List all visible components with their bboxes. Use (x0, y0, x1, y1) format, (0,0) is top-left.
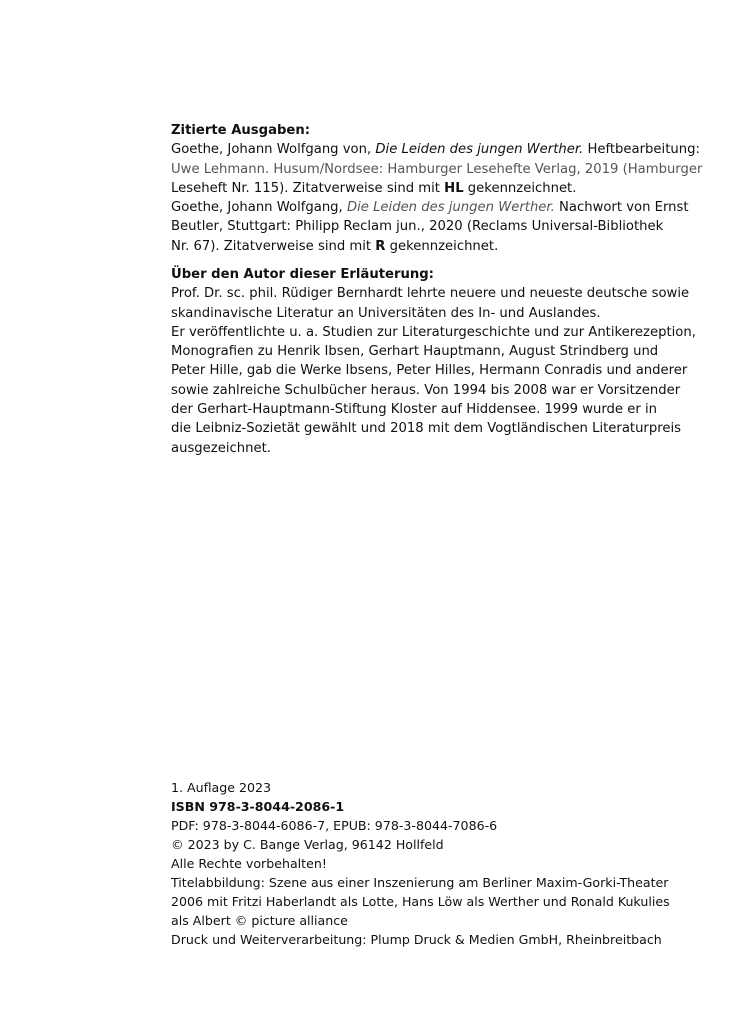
author-bio-line: ausgezeichnet. (171, 440, 271, 456)
printing-credit: Druck und Weiterverarbeitung: Plump Druck & Medien GmbH, Rheinbreitbach (171, 932, 662, 947)
author-bio-line: Er veröffentlichte u. a. Studien zur Literaturgeschichte und zur Antikerezeption, (171, 324, 696, 340)
cover-credit-line: 2006 mit Fritzi Haberlandt als Lotte, Hans Löw als Werther und Ronald Kukulies (171, 894, 670, 909)
edition-1-ref-text: Leseheft Nr. 115). Zitatverweise sind mit (171, 180, 445, 196)
imprint-section (171, 778, 691, 949)
cited-editions-section (171, 121, 703, 256)
author-bio-line: sowie zahlreiche Schulbücher heraus. Von 1994 bis 2008 war er Vorsitzender (171, 382, 681, 398)
edition-number: 1. Auflage 2023 (171, 780, 272, 795)
edition-2-author: Goethe, Johann Wolfgang, (171, 200, 347, 216)
edition-1-ref-code: HL (444, 180, 464, 196)
cover-credit-line: Titelabbildung: Szene aus einer Inszenierung am Berliner Maxim-Gorki-Theater (171, 875, 669, 890)
cited-editions-heading: Zitierte Ausgaben: (171, 123, 311, 138)
edition-1-line-1 (171, 140, 700, 159)
edition-1-line-3 (171, 179, 691, 198)
author-bio-line: die Leibniz-Sozietät gewählt und 2018 mit dem Vogtländischen Literaturpreis (171, 421, 682, 437)
author-bio-line: der Gerhart-Hauptmann-Stiftung Kloster auf Hiddensee. 1999 wurde er in (171, 402, 657, 418)
author-bio-line: Prof. Dr. sc. phil. Rüdiger Bernhardt lehrte neuere und neueste deutsche sowie (171, 286, 690, 302)
isbn: ISBN 978-3-8044-2086-1 (171, 799, 345, 814)
edition-2-ref-code: R (375, 238, 386, 254)
edition-2-line-2: Beutler, Stuttgart: Philipp Reclam jun., 2020 (Reclams Universal-Bibliothek (171, 219, 664, 235)
edition-2-ref-end: gekennzeichnet. (385, 238, 499, 254)
cover-credit-line: als Albert © picture alliance (171, 913, 348, 928)
edition-2-line-3 (171, 237, 691, 256)
about-author-section (171, 265, 696, 458)
edition-2-note: Nachwort von Ernst (554, 200, 689, 216)
digital-isbn: PDF: 978-3-8044-6086-7, EPUB: 978-3-8044-7086-6 (171, 818, 498, 833)
edition-1-ref-end: gekennzeichnet. (463, 180, 577, 196)
author-bio-line: Monografien zu Henrik Ibsen, Gerhart Hauptmann, August Strindberg und (171, 344, 659, 360)
rights-notice: Alle Rechte vorbehalten! (171, 856, 327, 871)
edition-2-title: Die Leiden des jungen Werther. (346, 200, 555, 216)
edition-1-author: Goethe, Johann Wolfgang von, (171, 142, 376, 158)
author-bio-line: Peter Hille, gab die Werke Ibsens, Peter Hilles, Hermann Conradis und anderer (171, 363, 688, 379)
edition-2-ref-text: Nr. 67). Zitatverweise sind mit (171, 238, 376, 254)
edition-2-line-1 (171, 198, 691, 217)
copyright: © 2023 by C. Bange Verlag, 96142 Hollfeld (171, 837, 444, 852)
edition-1-title: Die Leiden des jungen Werther. (375, 142, 584, 158)
about-author-heading: Über den Autor dieser Erläuterung: (171, 267, 434, 282)
author-bio-line: skandinavische Literatur an Universitäten des In- und Auslandes. (171, 305, 601, 321)
edition-1-line-2: Uwe Lehmann. Husum/Nordsee: Hamburger Lesehefte Verlag, 2019 (Hamburger (171, 161, 703, 177)
edition-1-note: Heftbearbeitung: (583, 142, 700, 158)
